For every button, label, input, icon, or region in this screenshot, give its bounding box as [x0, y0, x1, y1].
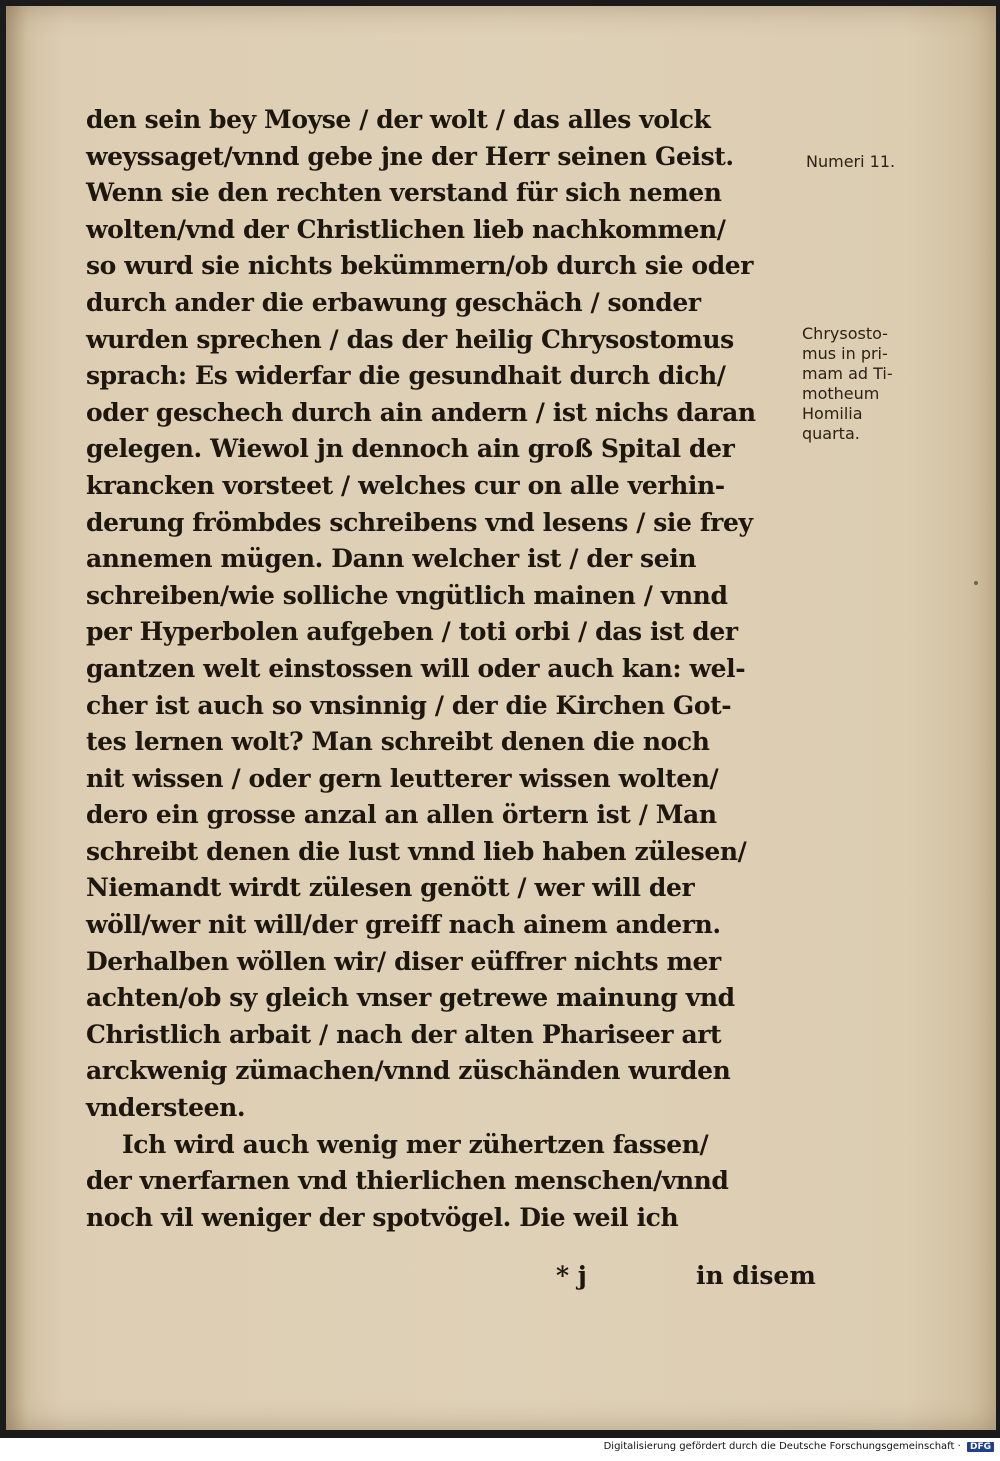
text-line: annemen mügen. Dann welcher ist / der sein [86, 544, 697, 574]
text-line: schreiben/wie solliche vngütlich mainen / vnnd [86, 580, 728, 610]
text-line: vndersteen. [86, 1093, 246, 1123]
margin-note-line: Homilia [802, 404, 863, 423]
text-line: wöll/wer nit will/der greiff nach ainem andern. [86, 910, 721, 940]
text-line: Christlich arbait / nach der alten Phariseer art [86, 1019, 722, 1049]
book-page [6, 6, 996, 1430]
text-line: den sein bey Moyse / der wolt / das alles volck [86, 105, 711, 134]
text-line: dero ein grosse anzal an allen örtern ist / Man [86, 800, 717, 830]
margin-note-chrysostomus [802, 324, 893, 444]
page-catchline [556, 1261, 816, 1301]
margin-note-line: quarta. [802, 424, 860, 443]
text-line: achten/ob sy gleich vnser getrewe mainung vnd [86, 983, 735, 1013]
margin-note-line: Chrysosto- [802, 324, 888, 343]
text-line: weyssaget/vnnd gebe jne der Herr seinen Geist. [86, 141, 734, 171]
dfg-logo-icon: DFG [967, 1442, 994, 1452]
paper-speck [974, 581, 978, 585]
text-line: oder geschech durch ain andern / ist nichs daran [86, 397, 756, 427]
margin-note-line: mam ad Ti- [802, 364, 893, 383]
text-line: krancken vorsteet / welches cur on alle verhin- [86, 470, 725, 500]
text-line: nit wissen / oder gern leutterer wissen wolten/ [86, 763, 719, 793]
text-line: sprach: Es widerfar die gesundhait durch dich/ [86, 361, 726, 391]
text-line: tes lernen wolt? Man schreibt denen die noch [86, 727, 710, 757]
text-line: per Hyperbolen aufgeben / toti orbi / das ist der [86, 617, 738, 647]
text-line: noch vil weniger der spotvögel. Die weil ich [86, 1202, 679, 1232]
text-line: arckwenig zümachen/vnnd züschänden wurden [86, 1056, 731, 1086]
signature-mark: * j [556, 1261, 587, 1290]
credit-text: Digitalisierung gefördert durch die Deutsche Forschungsgemeinschaft · [603, 1441, 961, 1452]
margin-note-line: motheum [802, 384, 880, 403]
text-line: schreibt denen die lust vnnd lieb haben zülesen/ [86, 836, 747, 866]
text-line: durch ander die erbawung geschäch / sonder [86, 287, 701, 317]
text-line: wolten/vnd der Christlichen lieb nachkommen/ [86, 214, 726, 244]
text-line: Derhalben wöllen wir/ diser eüffrer nichts mer [86, 946, 721, 976]
text-line: derung frömbdes schreibens vnd lesens / sie frey [86, 507, 753, 537]
digitization-credit [604, 1441, 994, 1452]
text-line: cher ist auch so vnsinnig / der die Kirchen Got- [86, 690, 732, 720]
page-body-text [86, 102, 806, 1236]
text-line: gelegen. Wiewol jn dennoch ain groß Spital der [86, 434, 735, 464]
margin-note-numeri: Numeri 11. [806, 152, 896, 171]
text-line: Niemandt wirdt zülesen genött / wer will der [86, 873, 695, 903]
paragraph-start-line: Ich wird auch wenig mer zühertzen fassen/ [122, 1129, 709, 1159]
text-line: so wurd sie nichts bekümmern/ob durch sie oder [86, 251, 754, 281]
margin-note-line: mus in pri- [802, 344, 888, 363]
catchword: in disem [696, 1261, 816, 1290]
text-line: der vnerfarnen vnd thierlichen menschen/vnnd [86, 1166, 729, 1196]
text-line: gantzen welt einstossen will oder auch kan: wel- [86, 653, 746, 683]
text-line: wurden sprechen / das der heilig Chrysostomus [86, 324, 734, 354]
text-line: Wenn sie den rechten verstand für sich nemen [86, 178, 722, 208]
